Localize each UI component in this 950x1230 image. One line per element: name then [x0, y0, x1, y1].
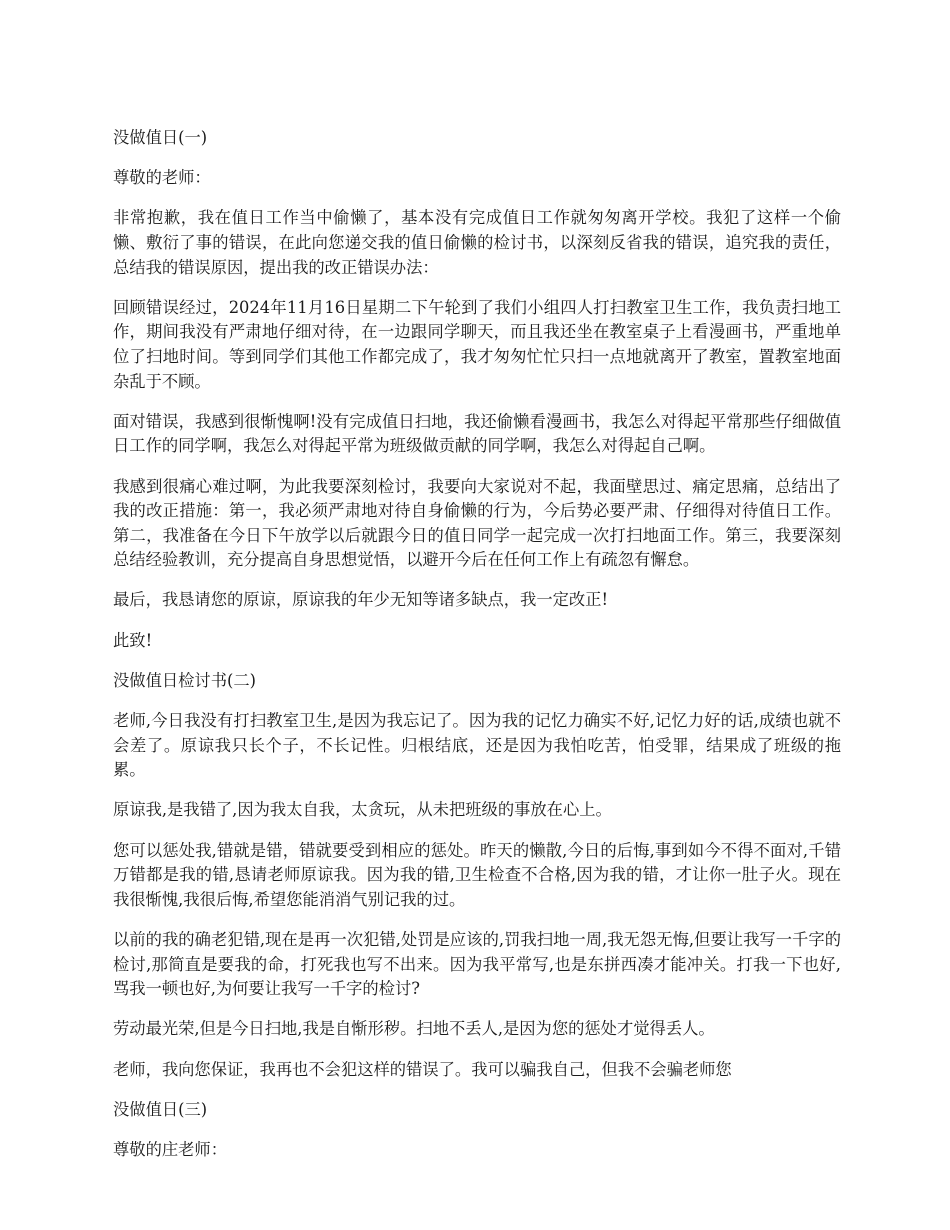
heading-part-one: 没做值日(一)	[113, 128, 208, 147]
paragraph: 非常抱歉，我在值日工作当中偷懒了，基本没有完成值日工作就匆匆离开学校。我犯了这样一个偷懒、敷衍了事的错误，在此向您递交我的值日偷懒的检讨书，以深刻反省我的错误，追究我的责任，总结我的错误原因，提出我的改正错误办法：	[113, 208, 841, 277]
paragraph: 我感到很痛心难过啊，为此我要深刻检讨，我要向大家说对不起，我面壁思过、痛定思痛，总结出了我的改正措施：第一，我必须严肃地对待自身偷懒的行为，今后势必要严肃、仔细得对待值日工作。第二，我准备在今日下午放学以后就跟今日的值日同学一起完成一次打扫地面工作。第三，我要深刻总结经验教训，充分提高自身思想觉悟，以避开今后在任何工作上有疏忽有懈怠。	[113, 476, 841, 570]
document-body	[113, 126, 841, 1178]
paragraph: 原谅我,是我错了,因为我太自我，太贪玩，从未把班级的事放在心上。	[113, 800, 612, 820]
paragraph: 老师,今日我没有打扫教室卫生,是因为我忘记了。因为我的记忆力确实不好,记忆力好的话,成绩也就不会差了。原谅我只长个子，不长记性。归根结底，还是因为我怕吃苦，怕受罪，结果成了班级的拖累。	[113, 711, 841, 780]
paragraph: 老师，我向您保证，我再也不会犯这样的错误了。我可以骗我自己，但我不会骗老师您	[113, 1059, 732, 1079]
paragraph: 面对错误，我感到很惭愧啊!没有完成值日扫地，我还偷懒看漫画书，我怎么对得起平常那些仔细做值日工作的同学啊，我怎么对得起平常为班级做贡献的同学啊，我怎么对得起自己啊。	[113, 411, 841, 456]
salutation: 尊敬的庄老师：	[113, 1139, 227, 1159]
heading-part-two: 没做值日检讨书(二)	[113, 670, 256, 690]
paragraph: 您可以惩处我,错就是错，错就要受到相应的惩处。昨天的懒散,今日的后悔,事到如今不得不面对,千错万错都是我的错,恳请老师原谅我。因为我的错,卫生检查不合格,因为我的错，才让你一肚子火。现在我很惭愧,我很后悔,希望您能消消气别记我的过。	[113, 840, 841, 909]
paragraph: 以前的我的确老犯错,现在是再一次犯错,处罚是应该的,罚我扫地一周,我无怨无悔,但要让我写一千字的检讨,那简直是要我的命，打死我也写不出来。因为我平常写,也是东拼西凑才能冲关。打我一下也好,骂我一顿也好,为何要让我写一千字的检讨?	[113, 929, 841, 999]
closing: 此致!	[113, 630, 153, 650]
heading-part-three: 没做值日(三)	[113, 1099, 208, 1119]
paragraph: 回顾错误经过，2024年11月16日星期二下午轮到了我们小组四人打扫教室卫生工作，我负责扫地工作，期间我没有严肃地仔细对待，在一边跟同学聊天，而且我还坐在教室桌子上看漫画书，严重地单位了扫地时间。等到同学们其他工作都完成了，我才匆匆忙忙只扫一点地就离开了教室，置教室地面杂乱于不顾。	[113, 297, 841, 391]
paragraph: 劳动最光荣,但是今日扫地,我是自惭形秽。扫地不丢人,是因为您的惩处才觉得丢人。	[113, 1019, 715, 1039]
paragraph: 最后，我恳请您的原谅，原谅我的年少无知等诸多缺点，我一定改正!	[113, 590, 608, 610]
salutation: 尊敬的老师：	[113, 168, 211, 188]
